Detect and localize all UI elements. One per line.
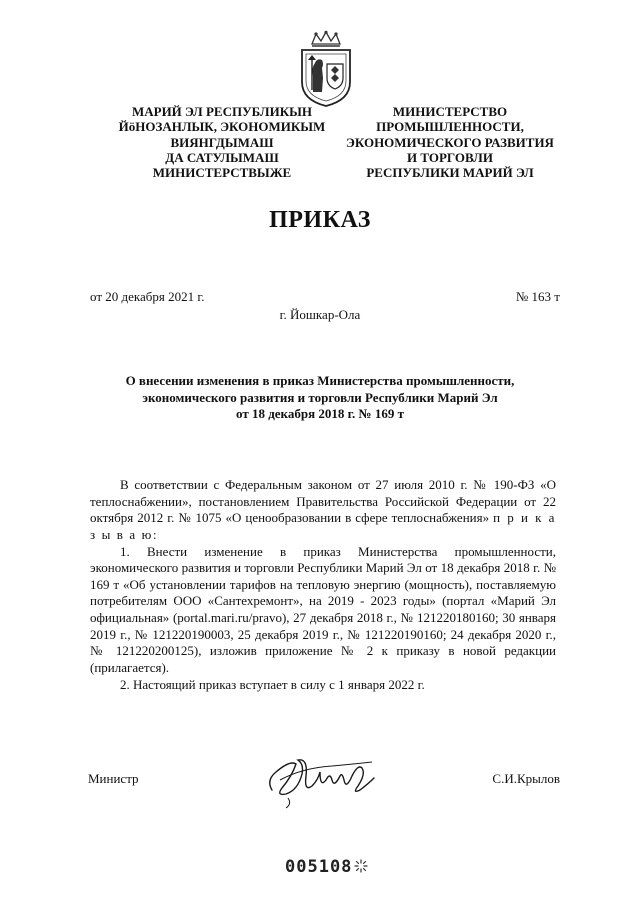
order-city: г. Йошкар-Ола [279, 307, 361, 322]
order-word: п р и к а з ы в а ю: [90, 510, 556, 542]
handwritten-signature-icon [262, 750, 382, 810]
intro-text: В соответствии с Федеральным законом от 27 июля 2010 г. № 190-ФЗ «О теплоснабжении», постановлением Правительства Российской Федерации от 22 октября 2012 г. № 1075 «О ценообразовании в сфере теплоснабжения» [90, 477, 556, 526]
item-1-paragraph: 1. Внести изменение в приказ Министерства промышленности, экономического развития и торговли Республики Марий Эл от 18 декабря 2018 г. № 169 т «Об установлении тарифов на тепловую энергию (мощность), поставляемую потребителям ООО «Сантехремонт», на 2019 - 2023 годы» (портал «Марий Эл официальная» (portal.mari.ru/pravo), 27 декабря 2018 г., № 121220180160; 30 января 2019 г., № 121220190003, 25 декабря 2019 г., № 121220190160; 24 декабря 2020 г., № 121220200125), изложив приложение № 2 к приказу в новой редакции (прилагается). [90, 543, 556, 675]
serial-number: 005108 [285, 857, 353, 877]
star-mark-icon [354, 859, 368, 873]
intro-paragraph [90, 477, 556, 544]
signer-name: С.И.Крылов [492, 771, 560, 786]
item-2-paragraph: 2. Настоящий приказ вступает в силу с 1 января 2022 г. [120, 676, 425, 692]
coat-of-arms-icon [298, 30, 354, 108]
ministry-name-russian: МИНИСТЕРСТВО ПРОМЫШЛЕННОСТИ, ЭКОНОМИЧЕСКОГО РАЗВИТИЯ И ТОРГОВЛИ РЕСПУБЛИКИ МАРИЙ ЭЛ [346, 104, 554, 181]
signer-position: Министр [88, 771, 139, 786]
order-number: № 163 т [515, 289, 560, 304]
order-subject: О внесении изменения в приказ Министерства промышленности, экономического развития и торговли Республики Марий Эл от 18 декабря 2018 г. № 169 т [125, 373, 515, 421]
order-body [90, 477, 556, 693]
document-title: ПРИКАЗ [269, 207, 371, 233]
order-date: от 20 декабря 2021 г. [90, 289, 205, 304]
ministry-name-mari: МАРИЙ ЭЛ РЕСПУБЛИКЫН ЙӧНОЗАНЛЫК, ЭКОНОМИКЫМ ВИЯНГДЫМАШ ДА САТУЛЫМАШ МИНИСТЕРСТВЫЖЕ [118, 104, 326, 181]
